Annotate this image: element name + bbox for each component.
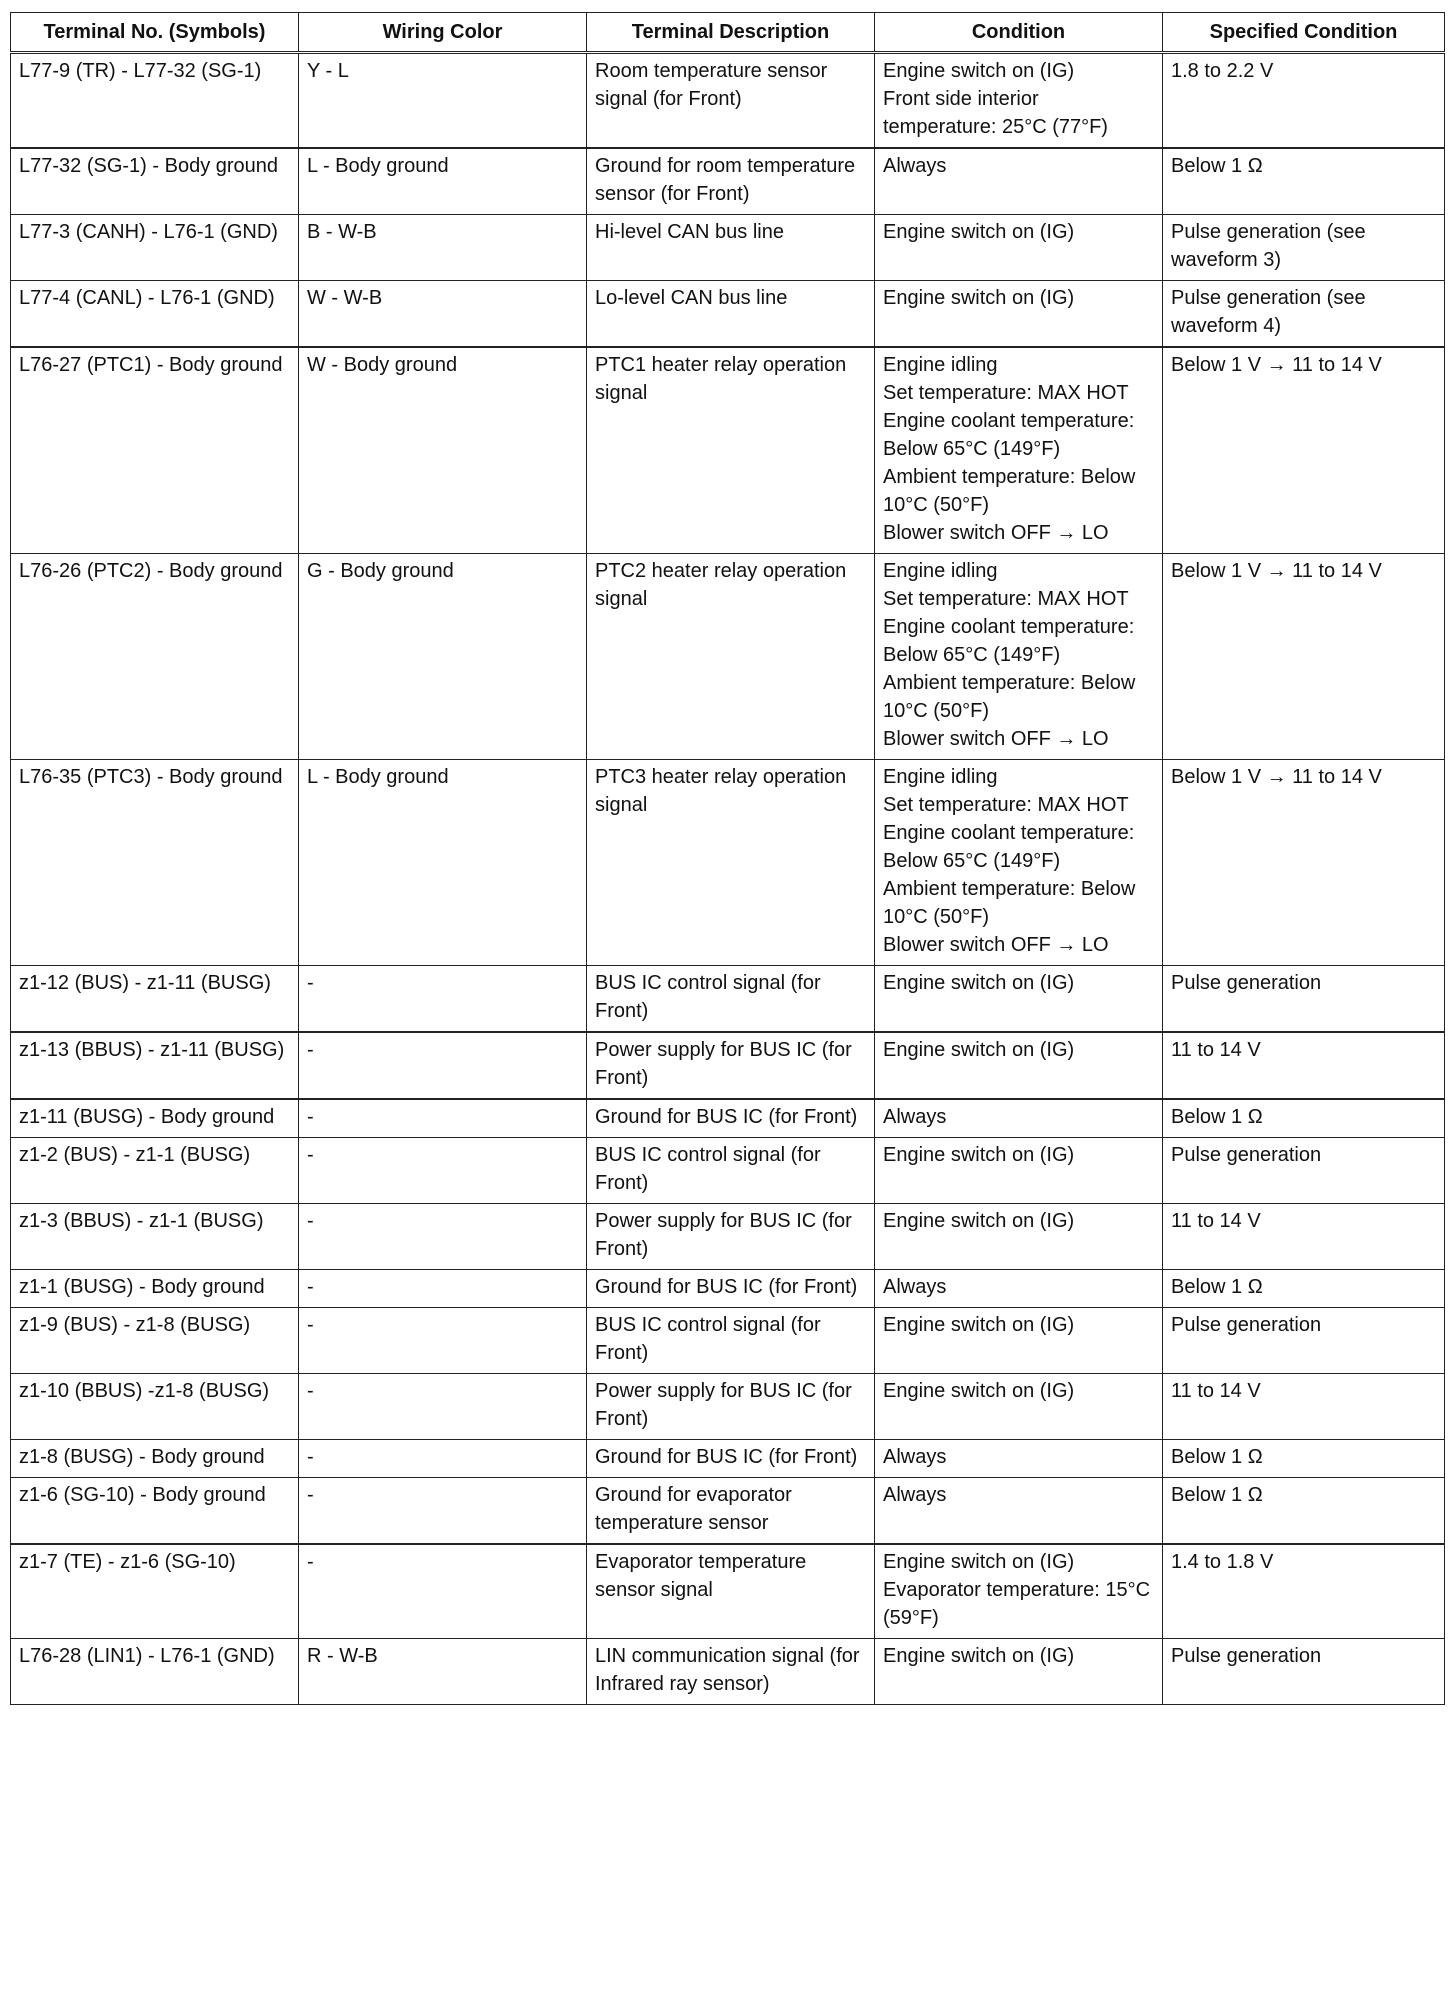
cell-wiring-color: R - W-B [299, 1639, 587, 1705]
cell-wiring-color: - [299, 1308, 587, 1374]
cell-terminal: z1-1 (BUSG) - Body ground [11, 1270, 299, 1308]
cell-specified-condition: 11 to 14 V [1163, 1204, 1445, 1270]
condition-line: Engine switch on (IG) [883, 1210, 1075, 1232]
cell-terminal-description: Ground for BUS IC (for Front) [587, 1099, 875, 1138]
cell-terminal-description: Power supply for BUS IC (for Front) [587, 1374, 875, 1440]
cell-terminal: z1-9 (BUS) - z1-8 (BUSG) [11, 1308, 299, 1374]
table-row [11, 1032, 1445, 1099]
cell-specified-condition: Below 1 Ω [1163, 148, 1445, 215]
table-body [11, 53, 1445, 1705]
cell-terminal: L77-3 (CANH) - L76-1 (GND) [11, 215, 299, 281]
condition-line: Always [883, 1484, 947, 1506]
cell-condition [875, 215, 1163, 281]
cell-condition [875, 1308, 1163, 1374]
cell-specified-condition: Pulse generation [1163, 966, 1445, 1033]
cell-specified-condition: Pulse generation [1163, 1639, 1445, 1705]
condition-line: Ambient temperature: Below 10°C (50°F) [883, 672, 1136, 722]
cell-wiring-color: W - Body ground [299, 347, 587, 554]
cell-wiring-color: - [299, 1204, 587, 1270]
cell-specified-condition: Pulse generation (see waveform 4) [1163, 281, 1445, 348]
condition-line: Engine switch on (IG) [883, 287, 1075, 309]
cell-condition [875, 1478, 1163, 1545]
header-row [11, 13, 1445, 53]
table-row [11, 760, 1445, 966]
cell-terminal: L76-35 (PTC3) - Body ground [11, 760, 299, 966]
condition-line: Always [883, 1276, 947, 1298]
condition-line: Engine switch on (IG) [883, 60, 1075, 82]
condition-line: Engine coolant temperature: Below 65°C (149°F) [883, 616, 1135, 666]
condition-line: Blower switch OFF → LO [883, 522, 1109, 544]
cell-terminal-description: PTC2 heater relay operation signal [587, 554, 875, 760]
condition-line: Set temperature: MAX HOT [883, 794, 1129, 816]
cell-wiring-color: - [299, 1032, 587, 1099]
cell-terminal-description: Ground for BUS IC (for Front) [587, 1270, 875, 1308]
cell-specified-condition: Below 1 Ω [1163, 1270, 1445, 1308]
condition-line: Engine coolant temperature: Below 65°C (149°F) [883, 410, 1135, 460]
cell-specified-condition: Below 1 Ω [1163, 1440, 1445, 1478]
table-row [11, 966, 1445, 1033]
cell-specified-condition: Below 1 V → 11 to 14 V [1163, 554, 1445, 760]
cell-wiring-color: - [299, 966, 587, 1033]
condition-line: Engine switch on (IG) [883, 972, 1075, 994]
condition-line: Blower switch OFF → LO [883, 728, 1109, 750]
table-row [11, 1374, 1445, 1440]
cell-condition [875, 347, 1163, 554]
table-row [11, 1099, 1445, 1138]
cell-terminal-description: Ground for room temperature sensor (for Front) [587, 148, 875, 215]
condition-line: Engine idling [883, 560, 998, 582]
cell-terminal-description: LIN communication signal (for Infrared ray sensor) [587, 1639, 875, 1705]
cell-terminal: L77-32 (SG-1) - Body ground [11, 148, 299, 215]
condition-line: Engine switch on (IG) [883, 1645, 1075, 1667]
condition-line: Set temperature: MAX HOT [883, 382, 1129, 404]
cell-terminal: z1-12 (BUS) - z1-11 (BUSG) [11, 966, 299, 1033]
cell-condition [875, 760, 1163, 966]
cell-condition [875, 966, 1163, 1033]
condition-line: Engine idling [883, 766, 998, 788]
cell-terminal: L77-4 (CANL) - L76-1 (GND) [11, 281, 299, 348]
cell-condition [875, 281, 1163, 348]
cell-terminal-description: Ground for BUS IC (for Front) [587, 1440, 875, 1478]
table-row [11, 1639, 1445, 1705]
cell-specified-condition: 11 to 14 V [1163, 1374, 1445, 1440]
table-row [11, 1440, 1445, 1478]
cell-wiring-color: L - Body ground [299, 148, 587, 215]
cell-wiring-color: - [299, 1099, 587, 1138]
table-row [11, 347, 1445, 554]
condition-line: Engine switch on (IG) [883, 221, 1075, 243]
cell-terminal-description: PTC1 heater relay operation signal [587, 347, 875, 554]
table-row [11, 148, 1445, 215]
table-row [11, 1308, 1445, 1374]
condition-line: Engine switch on (IG) [883, 1314, 1075, 1336]
cell-terminal: z1-2 (BUS) - z1-1 (BUSG) [11, 1138, 299, 1204]
table-header [11, 13, 1445, 53]
cell-wiring-color: - [299, 1270, 587, 1308]
cell-wiring-color: L - Body ground [299, 760, 587, 966]
cell-condition [875, 1138, 1163, 1204]
condition-line: Engine switch on (IG) [883, 1551, 1075, 1573]
cell-specified-condition: Below 1 V → 11 to 14 V [1163, 760, 1445, 966]
cell-specified-condition: Below 1 Ω [1163, 1099, 1445, 1138]
cell-specified-condition: Pulse generation (see waveform 3) [1163, 215, 1445, 281]
condition-line: Evaporator temperature: 15°C (59°F) [883, 1579, 1151, 1629]
table-row [11, 1138, 1445, 1204]
table-row [11, 281, 1445, 348]
condition-line: Engine coolant temperature: Below 65°C (149°F) [883, 822, 1135, 872]
cell-specified-condition: 11 to 14 V [1163, 1032, 1445, 1099]
condition-line: Engine switch on (IG) [883, 1144, 1075, 1166]
cell-wiring-color: - [299, 1374, 587, 1440]
cell-terminal-description: Room temperature sensor signal (for Front) [587, 53, 875, 149]
cell-wiring-color: - [299, 1478, 587, 1545]
cell-terminal-description: BUS IC control signal (for Front) [587, 966, 875, 1033]
cell-wiring-color: Y - L [299, 53, 587, 149]
cell-condition [875, 554, 1163, 760]
cell-terminal: z1-10 (BBUS) -z1-8 (BUSG) [11, 1374, 299, 1440]
condition-line: Always [883, 155, 947, 177]
cell-terminal: L76-26 (PTC2) - Body ground [11, 554, 299, 760]
cell-terminal-description: BUS IC control signal (for Front) [587, 1138, 875, 1204]
table-row [11, 1544, 1445, 1639]
cell-condition [875, 1270, 1163, 1308]
cell-specified-condition: Below 1 V → 11 to 14 V [1163, 347, 1445, 554]
cell-specified-condition: Pulse generation [1163, 1138, 1445, 1204]
cell-terminal: z1-11 (BUSG) - Body ground [11, 1099, 299, 1138]
condition-line: Front side interior temperature: 25°C (77°F) [883, 88, 1108, 138]
table-row [11, 53, 1445, 149]
table-row [11, 1270, 1445, 1308]
cell-terminal: z1-3 (BBUS) - z1-1 (BUSG) [11, 1204, 299, 1270]
header-wiring-color: Wiring Color [299, 13, 587, 53]
cell-wiring-color: - [299, 1544, 587, 1639]
cell-wiring-color: B - W-B [299, 215, 587, 281]
cell-condition [875, 1440, 1163, 1478]
cell-terminal: L76-27 (PTC1) - Body ground [11, 347, 299, 554]
cell-terminal-description: Evaporator temperature sensor signal [587, 1544, 875, 1639]
cell-specified-condition: 1.4 to 1.8 V [1163, 1544, 1445, 1639]
condition-line: Blower switch OFF → LO [883, 934, 1109, 956]
cell-specified-condition: 1.8 to 2.2 V [1163, 53, 1445, 149]
condition-line: Set temperature: MAX HOT [883, 588, 1129, 610]
condition-line: Ambient temperature: Below 10°C (50°F) [883, 466, 1136, 516]
terminal-spec-table [10, 12, 1445, 1705]
table-row [11, 1478, 1445, 1545]
cell-specified-condition: Pulse generation [1163, 1308, 1445, 1374]
cell-terminal-description: BUS IC control signal (for Front) [587, 1308, 875, 1374]
cell-wiring-color: - [299, 1138, 587, 1204]
condition-line: Engine switch on (IG) [883, 1380, 1075, 1402]
cell-terminal: L77-9 (TR) - L77-32 (SG-1) [11, 53, 299, 149]
cell-terminal: z1-6 (SG-10) - Body ground [11, 1478, 299, 1545]
header-specified-condition: Specified Condition [1163, 13, 1445, 53]
cell-wiring-color: W - W-B [299, 281, 587, 348]
cell-condition [875, 148, 1163, 215]
condition-line: Engine switch on (IG) [883, 1039, 1075, 1061]
cell-terminal-description: Power supply for BUS IC (for Front) [587, 1204, 875, 1270]
header-terminal-description: Terminal Description [587, 13, 875, 53]
cell-condition [875, 1204, 1163, 1270]
cell-terminal: L76-28 (LIN1) - L76-1 (GND) [11, 1639, 299, 1705]
cell-terminal: z1-13 (BBUS) - z1-11 (BUSG) [11, 1032, 299, 1099]
cell-terminal-description: PTC3 heater relay operation signal [587, 760, 875, 966]
table-row [11, 554, 1445, 760]
cell-terminal-description: Power supply for BUS IC (for Front) [587, 1032, 875, 1099]
table-row [11, 215, 1445, 281]
cell-terminal: z1-8 (BUSG) - Body ground [11, 1440, 299, 1478]
cell-specified-condition: Below 1 Ω [1163, 1478, 1445, 1545]
cell-condition [875, 1032, 1163, 1099]
cell-wiring-color: G - Body ground [299, 554, 587, 760]
header-terminal: Terminal No. (Symbols) [11, 13, 299, 53]
table-row [11, 1204, 1445, 1270]
cell-terminal-description: Lo-level CAN bus line [587, 281, 875, 348]
cell-terminal-description: Ground for evaporator temperature sensor [587, 1478, 875, 1545]
cell-condition [875, 1639, 1163, 1705]
cell-condition [875, 1099, 1163, 1138]
cell-condition [875, 1544, 1163, 1639]
cell-terminal-description: Hi-level CAN bus line [587, 215, 875, 281]
cell-wiring-color: - [299, 1440, 587, 1478]
condition-line: Always [883, 1106, 947, 1128]
condition-line: Ambient temperature: Below 10°C (50°F) [883, 878, 1136, 928]
cell-condition [875, 53, 1163, 149]
cell-condition [875, 1374, 1163, 1440]
condition-line: Always [883, 1446, 947, 1468]
condition-line: Engine idling [883, 354, 998, 376]
header-condition: Condition [875, 13, 1163, 53]
cell-terminal: z1-7 (TE) - z1-6 (SG-10) [11, 1544, 299, 1639]
